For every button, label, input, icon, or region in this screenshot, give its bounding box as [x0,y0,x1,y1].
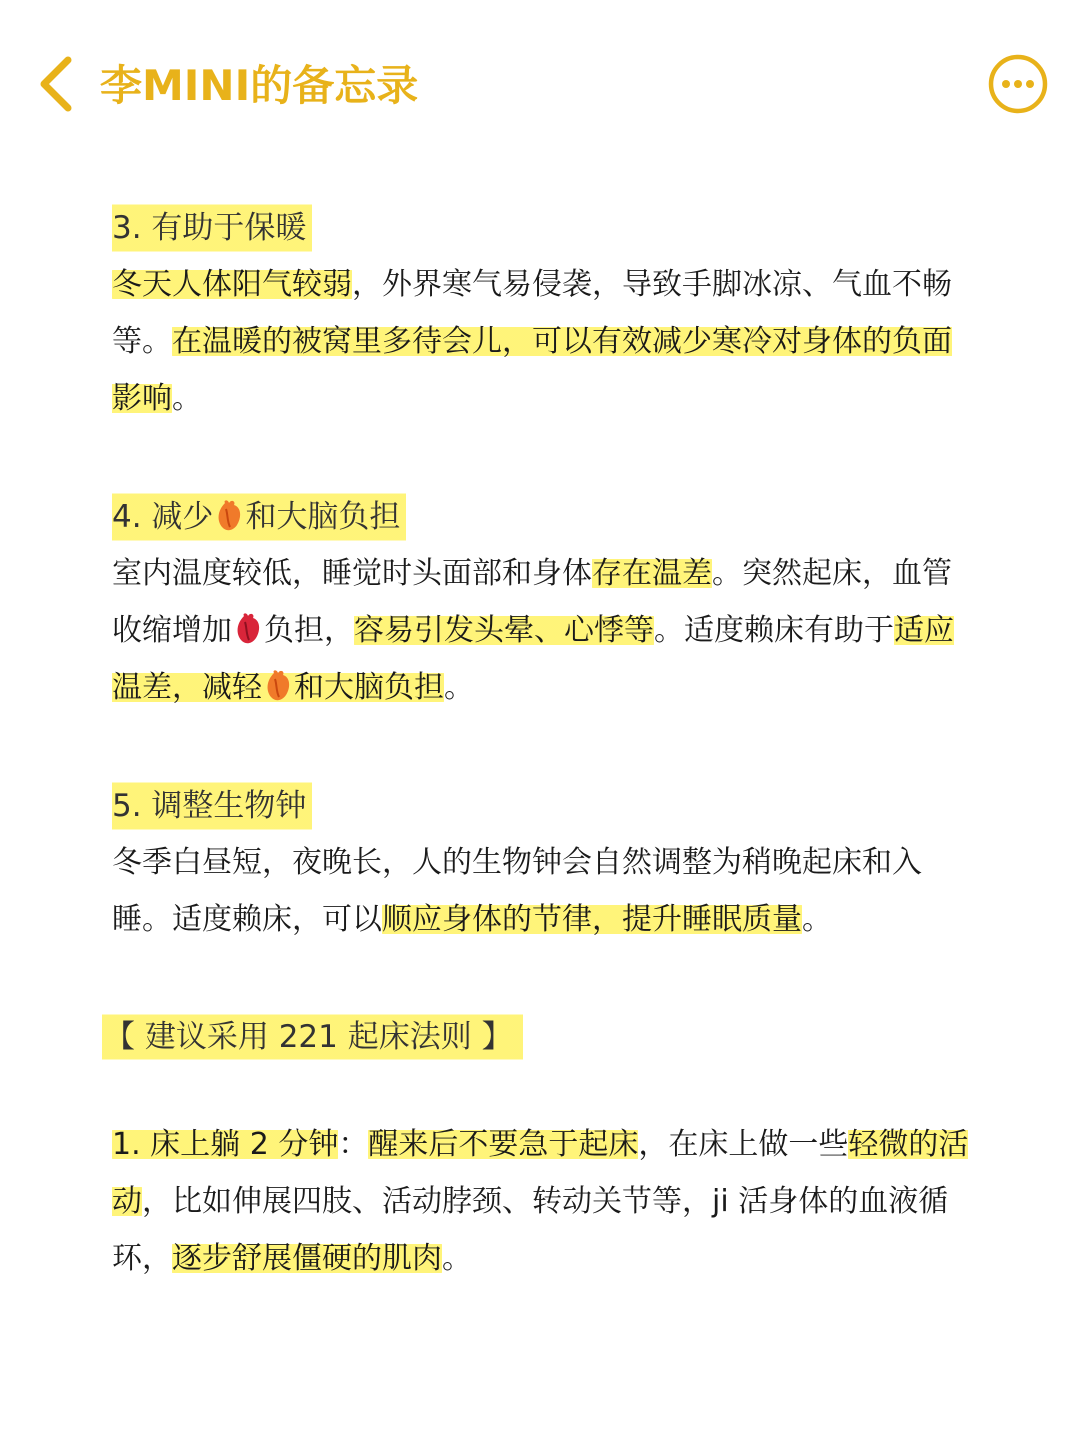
highlight-text: 容易引发头晕、心悸等 [354,613,654,648]
highlight-part: 和大脑负担 [294,670,444,705]
body-text: 室内温度较低，睡觉时头面部和身体 [112,556,592,591]
anatomical-heart-icon [215,499,243,533]
body-text: ，比如伸展四肢、活动脖颈、转动关节等，ji 活身体的血液循环， [112,1184,949,1276]
more-button[interactable] [986,52,1050,116]
section-paragraph [112,256,972,427]
section-4 [112,489,972,716]
heading-text: 和大脑负担 [245,499,401,535]
memo-content[interactable] [104,200,972,1349]
body-text: ，外界寒气易侵袭，导致手脚冰凉、气血不畅等。 [112,267,952,359]
highlight-text: 醒来后不要急于起床 [368,1127,639,1162]
body-text: ，在床上做一些 [638,1127,849,1162]
more-horizontal-icon [986,52,1050,116]
highlight-text: 逐步舒展僵硬的肌肉 [172,1241,442,1276]
section-paragraph [112,545,972,716]
body-text: 。 [444,670,474,705]
rule-block [104,1010,972,1064]
chevron-left-icon [34,52,84,116]
anatomical-heart-icon [264,669,292,703]
body-text: 。突然起床，血管收缩增加 [112,556,952,648]
highlight-text: 存在温差 [592,556,712,591]
section-5 [112,778,972,948]
rule-paragraph [112,1116,972,1287]
body-text: 冬季白昼短，夜晚长，人的生物钟会自然调整为稍晚起床和入睡。适度赖床，可以 [112,845,922,937]
body-text: 。 [172,381,202,416]
body-text: 。 [442,1241,472,1276]
highlight-text: 冬天人体阳气较弱 [112,267,352,302]
body-text: ： [338,1127,369,1162]
rule-heading: 【 建议采用 221 起床法则 】 [102,1010,523,1064]
anatomical-heart-icon [234,612,262,646]
body-text: 负担， [264,613,354,648]
section-heading [112,489,406,545]
highlight-text: 1. 床上躺 2 分钟 [112,1127,339,1162]
heading-text: 4. 减少 [112,499,214,535]
top-bar [0,0,1080,170]
highlight-text: 顺应身体的节律，提升睡眠质量 [382,902,802,937]
body-text: 。 [802,902,832,937]
highlight-text: 在温暖的被窝里多待会儿，可以有效减少寒冷对身体的负面影响 [112,324,952,416]
back-button[interactable] [34,52,84,116]
rule-item-1 [112,1116,972,1287]
section-paragraph [112,834,972,948]
section-heading: 5. 调整生物钟 [112,778,312,834]
body-text: 。适度赖床有助于 [654,613,894,648]
app-title: 李MINI的备忘录 [100,61,419,110]
section-heading: 3. 有助于保暖 [112,200,312,256]
highlight-text: 轻微的活动 [112,1127,969,1219]
highlight-part: 适应温差，减轻 [112,613,954,705]
section-3 [112,200,972,427]
